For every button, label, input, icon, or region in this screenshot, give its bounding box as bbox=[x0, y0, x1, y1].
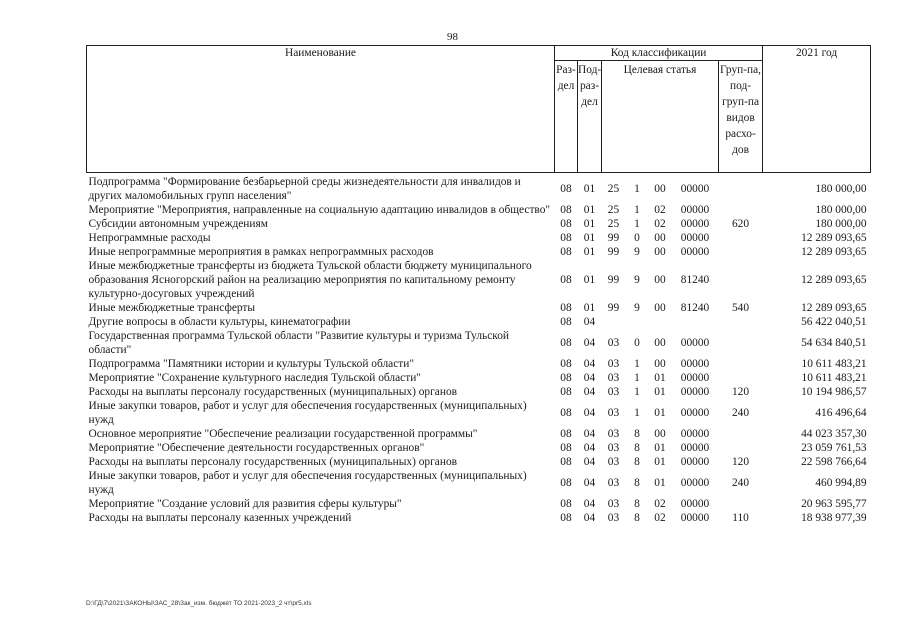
row-expense-type bbox=[719, 357, 763, 371]
row-target-direction: 00000 bbox=[680, 204, 710, 216]
row-target-direction: 00000 bbox=[680, 456, 710, 468]
row-amount: 460 994,89 bbox=[815, 477, 867, 489]
table-row bbox=[87, 497, 871, 511]
row-target-event: 00 bbox=[654, 246, 666, 258]
row-target-program: 03 bbox=[607, 498, 620, 510]
header-podrazdel: Под-раз-дел bbox=[578, 61, 602, 173]
row-name: Иные межбюджетные трансферты bbox=[88, 302, 256, 314]
row-podrazdel: 04 bbox=[583, 407, 596, 419]
row-target-event: 00 bbox=[654, 302, 666, 314]
row-target-direction: 00000 bbox=[680, 386, 710, 398]
row-name: Субсидии автономным учреждениям bbox=[88, 218, 268, 230]
row-target-event: 00 bbox=[654, 428, 666, 440]
row-name: Иные непрограммные мероприятия в рамках непрограммных расходов bbox=[88, 246, 434, 258]
row-name: Мероприятие "Обеспечение деятельности государственных органов" bbox=[88, 442, 425, 454]
row-expense-type bbox=[719, 203, 763, 217]
row-razdel: 08 bbox=[560, 477, 572, 489]
row-podrazdel: 01 bbox=[583, 246, 596, 258]
row-target-direction: 00000 bbox=[680, 358, 710, 370]
row-razdel: 08 bbox=[560, 372, 572, 384]
row-expense-type bbox=[719, 441, 763, 455]
header-year: 2021 год bbox=[763, 46, 871, 173]
row-target-direction: 00000 bbox=[680, 477, 710, 489]
row-name: Мероприятие "Мероприятия, направленные на социальную адаптацию инвалидов в общество" bbox=[88, 204, 551, 216]
row-target-direction: 00000 bbox=[680, 337, 710, 349]
row-target-program: 03 bbox=[607, 386, 620, 398]
header-gruppa: Груп-па, под-груп-па видов расхо-дов bbox=[719, 61, 763, 173]
row-podrazdel: 04 bbox=[583, 428, 596, 440]
row-amount: 22 598 766,64 bbox=[801, 456, 867, 468]
row-target-event: 01 bbox=[654, 442, 666, 454]
row-target-subprogram bbox=[626, 315, 649, 329]
row-amount: 180 000,00 bbox=[815, 204, 867, 216]
table-row bbox=[87, 385, 871, 399]
row-expense-type bbox=[719, 371, 763, 385]
row-target-event: 00 bbox=[654, 358, 666, 370]
row-target-program: 03 bbox=[607, 407, 620, 419]
row-target-subprogram: 8 bbox=[634, 442, 640, 454]
row-expense-type: 240 bbox=[731, 477, 750, 489]
row-expense-type: 540 bbox=[731, 302, 750, 314]
table-row bbox=[87, 315, 871, 329]
row-expense-type bbox=[719, 175, 763, 203]
row-razdel: 08 bbox=[560, 232, 572, 244]
row-expense-type bbox=[719, 427, 763, 441]
row-target-subprogram: 0 bbox=[634, 232, 640, 244]
row-name: Иные закупки товаров, работ и услуг для обеспечения государственных (муниципальных) нужд bbox=[88, 400, 527, 426]
row-amount: 416 496,64 bbox=[815, 407, 867, 419]
table-row bbox=[87, 329, 871, 357]
row-expense-type bbox=[719, 231, 763, 245]
row-target-subprogram: 8 bbox=[634, 428, 640, 440]
row-amount: 12 289 093,65 bbox=[801, 246, 867, 258]
row-expense-type: 240 bbox=[731, 407, 750, 419]
row-amount: 180 000,00 bbox=[815, 218, 867, 230]
row-amount: 56 422 040,51 bbox=[801, 316, 867, 328]
row-podrazdel: 04 bbox=[583, 337, 596, 349]
row-name: Расходы на выплаты персоналу государственных (муниципальных) органов bbox=[88, 386, 458, 398]
row-podrazdel: 04 bbox=[583, 358, 596, 370]
table-row bbox=[87, 175, 871, 203]
row-razdel: 08 bbox=[560, 246, 572, 258]
row-target-event: 02 bbox=[654, 218, 666, 230]
row-target-program: 99 bbox=[607, 232, 620, 244]
row-name: Подпрограмма "Памятники истории и культуры Тульской области" bbox=[88, 358, 414, 370]
row-podrazdel: 04 bbox=[583, 442, 596, 454]
row-name: Расходы на выплаты персоналу государственных (муниципальных) органов bbox=[88, 456, 458, 468]
row-podrazdel: 04 bbox=[583, 386, 596, 398]
row-target-direction: 81240 bbox=[680, 274, 710, 286]
row-podrazdel: 01 bbox=[583, 218, 596, 230]
row-target-subprogram: 9 bbox=[634, 302, 640, 314]
row-podrazdel: 01 bbox=[583, 302, 596, 314]
row-target-direction bbox=[672, 315, 719, 329]
row-name: Государственная программа Тульской области "Развитие культуры и туризма Тульской области" bbox=[88, 330, 510, 356]
row-target-subprogram: 8 bbox=[634, 512, 640, 524]
row-target-program: 03 bbox=[607, 372, 620, 384]
row-expense-type: 120 bbox=[731, 456, 750, 468]
header-code: Код классификации bbox=[555, 46, 763, 61]
row-razdel: 08 bbox=[560, 316, 572, 328]
row-amount: 20 963 595,77 bbox=[801, 498, 867, 510]
row-amount: 10 611 483,21 bbox=[801, 358, 867, 370]
row-target-event: 00 bbox=[654, 232, 666, 244]
row-target-direction: 00000 bbox=[680, 442, 710, 454]
row-podrazdel: 04 bbox=[583, 512, 596, 524]
row-target-subprogram: 1 bbox=[634, 372, 640, 384]
row-target-program: 03 bbox=[607, 477, 620, 489]
row-target-program: 03 bbox=[607, 358, 620, 370]
header-celevaya: Целевая статья bbox=[602, 61, 719, 173]
row-target-program: 03 bbox=[607, 442, 620, 454]
row-target-program: 03 bbox=[607, 428, 620, 440]
row-name: Мероприятие "Сохранение культурного наследия Тульской области" bbox=[88, 372, 421, 384]
row-podrazdel: 04 bbox=[583, 456, 596, 468]
row-amount: 54 634 840,51 bbox=[801, 337, 867, 349]
row-razdel: 08 bbox=[560, 337, 572, 349]
row-target-direction: 00000 bbox=[680, 246, 710, 258]
row-target-direction: 00000 bbox=[680, 232, 710, 244]
row-expense-type: 110 bbox=[732, 512, 749, 524]
row-target-event: 01 bbox=[654, 456, 666, 468]
row-expense-type bbox=[719, 497, 763, 511]
row-razdel: 08 bbox=[560, 456, 572, 468]
row-target-program: 99 bbox=[607, 302, 620, 314]
table-row bbox=[87, 427, 871, 441]
row-name: Иные межбюджетные трансферты из бюджета Тульской области бюджету муниципального образования Ясногорский район на реализацию мероприятия по капитальному ремонту культурно-досуговых учреждений bbox=[88, 260, 532, 300]
row-target-program: 25 bbox=[607, 218, 620, 230]
row-target-subprogram: 8 bbox=[634, 498, 640, 510]
row-target-event: 00 bbox=[654, 274, 666, 286]
row-amount: 180 000,00 bbox=[815, 183, 867, 195]
row-razdel: 08 bbox=[560, 498, 572, 510]
row-target-event: 01 bbox=[654, 372, 666, 384]
row-amount: 12 289 093,65 bbox=[801, 232, 867, 244]
row-target-subprogram: 1 bbox=[634, 183, 640, 195]
row-amount: 10 194 986,57 bbox=[801, 386, 867, 398]
row-expense-type: 620 bbox=[731, 218, 750, 230]
row-target-subprogram: 1 bbox=[634, 358, 640, 370]
row-podrazdel: 04 bbox=[583, 316, 596, 328]
row-razdel: 08 bbox=[560, 302, 572, 314]
row-razdel: 08 bbox=[560, 442, 572, 454]
row-target-event: 01 bbox=[654, 477, 666, 489]
row-target-program: 03 bbox=[607, 456, 620, 468]
row-podrazdel: 01 bbox=[583, 274, 596, 286]
row-name: Подпрограмма "Формирование безбарьерной среды жизнедеятельности для инвалидов и других маломобильных групп населения" bbox=[88, 176, 521, 202]
file-path-footer: D:\ГД\7\2021\ЗАКОНЫ\ЗАС_28\Зак_изм. бюджет ТО 2021-2023_2 чт\pr5.xls bbox=[86, 600, 312, 607]
row-target-program: 03 bbox=[607, 337, 620, 349]
row-name: Мероприятие "Создание условий для развития сферы культуры" bbox=[88, 498, 402, 510]
row-razdel: 08 bbox=[560, 358, 572, 370]
budget-table bbox=[86, 45, 871, 525]
row-target-program: 25 bbox=[607, 183, 620, 195]
row-name: Иные закупки товаров, работ и услуг для обеспечения государственных (муниципальных) нужд bbox=[88, 470, 527, 496]
row-podrazdel: 04 bbox=[583, 477, 596, 489]
row-target-subprogram: 0 bbox=[634, 337, 640, 349]
page-number: 98 bbox=[447, 31, 458, 43]
row-razdel: 08 bbox=[560, 274, 572, 286]
row-razdel: 08 bbox=[560, 428, 572, 440]
row-target-program: 03 bbox=[607, 512, 620, 524]
table-row bbox=[87, 217, 871, 231]
table-row bbox=[87, 469, 871, 497]
row-target-subprogram: 9 bbox=[634, 274, 640, 286]
row-expense-type bbox=[719, 315, 763, 329]
row-target-direction: 00000 bbox=[680, 512, 710, 524]
table-row bbox=[87, 203, 871, 217]
table-row bbox=[87, 259, 871, 301]
row-target-direction: 00000 bbox=[680, 428, 710, 440]
row-amount: 12 289 093,65 bbox=[801, 302, 867, 314]
row-amount: 12 289 093,65 bbox=[801, 274, 867, 286]
row-razdel: 08 bbox=[560, 512, 572, 524]
row-target-subprogram: 1 bbox=[634, 407, 640, 419]
row-target-subprogram: 9 bbox=[634, 246, 640, 258]
row-amount: 18 938 977,39 bbox=[801, 512, 867, 524]
row-amount: 44 023 357,30 bbox=[801, 428, 867, 440]
header-razdel: Раз-дел bbox=[555, 61, 578, 173]
table-row bbox=[87, 245, 871, 259]
row-target-direction: 00000 bbox=[680, 218, 710, 230]
row-target-subprogram: 8 bbox=[634, 477, 640, 489]
row-name: Основное мероприятие "Обеспечение реализации государственной программы" bbox=[88, 428, 478, 440]
row-target-event: 01 bbox=[654, 386, 666, 398]
table-row bbox=[87, 301, 871, 315]
row-target-program: 99 bbox=[607, 246, 620, 258]
table-row bbox=[87, 371, 871, 385]
row-target-event: 01 bbox=[654, 407, 666, 419]
table-body bbox=[87, 173, 871, 526]
row-razdel: 08 bbox=[560, 183, 572, 195]
row-podrazdel: 01 bbox=[583, 204, 596, 216]
row-podrazdel: 04 bbox=[583, 372, 596, 384]
row-target-program: 99 bbox=[607, 274, 620, 286]
row-razdel: 08 bbox=[560, 407, 572, 419]
row-target-event: 00 bbox=[654, 337, 666, 349]
row-target-subprogram: 1 bbox=[634, 386, 640, 398]
row-target-direction: 00000 bbox=[680, 183, 710, 195]
row-podrazdel: 04 bbox=[583, 498, 596, 510]
row-target-direction: 81240 bbox=[680, 302, 710, 314]
table-row bbox=[87, 231, 871, 245]
row-amount: 10 611 483,21 bbox=[801, 372, 867, 384]
row-expense-type bbox=[719, 259, 763, 301]
row-expense-type bbox=[719, 329, 763, 357]
row-podrazdel: 01 bbox=[583, 232, 596, 244]
row-name: Непрограммные расходы bbox=[88, 232, 211, 244]
row-target-event: 02 bbox=[654, 512, 666, 524]
row-target-event: 02 bbox=[654, 204, 666, 216]
row-target-direction: 00000 bbox=[680, 407, 710, 419]
row-target-event: 02 bbox=[654, 498, 666, 510]
row-target-subprogram: 8 bbox=[634, 456, 640, 468]
table-row bbox=[87, 441, 871, 455]
row-expense-type bbox=[719, 245, 763, 259]
row-name: Другие вопросы в области культуры, кинематографии bbox=[88, 316, 351, 328]
row-target-subprogram: 1 bbox=[634, 218, 640, 230]
row-podrazdel: 01 bbox=[583, 183, 596, 195]
row-target-event bbox=[649, 315, 672, 329]
row-target-direction: 00000 bbox=[680, 372, 710, 384]
row-razdel: 08 bbox=[560, 204, 572, 216]
table-header bbox=[87, 46, 871, 173]
row-amount: 23 059 761,53 bbox=[801, 442, 867, 454]
table-row bbox=[87, 511, 871, 525]
header-name: Наименование bbox=[87, 46, 555, 173]
row-target-subprogram: 1 bbox=[634, 204, 640, 216]
row-target-program: 25 bbox=[607, 204, 620, 216]
row-target-program bbox=[602, 315, 626, 329]
table-row bbox=[87, 357, 871, 371]
table-row bbox=[87, 455, 871, 469]
row-target-event: 00 bbox=[654, 183, 666, 195]
table-row bbox=[87, 399, 871, 427]
row-expense-type: 120 bbox=[731, 386, 750, 398]
row-name: Расходы на выплаты персоналу казенных учреждений bbox=[88, 512, 352, 524]
row-razdel: 08 bbox=[560, 218, 572, 230]
row-razdel: 08 bbox=[560, 386, 572, 398]
row-target-direction: 00000 bbox=[680, 498, 710, 510]
